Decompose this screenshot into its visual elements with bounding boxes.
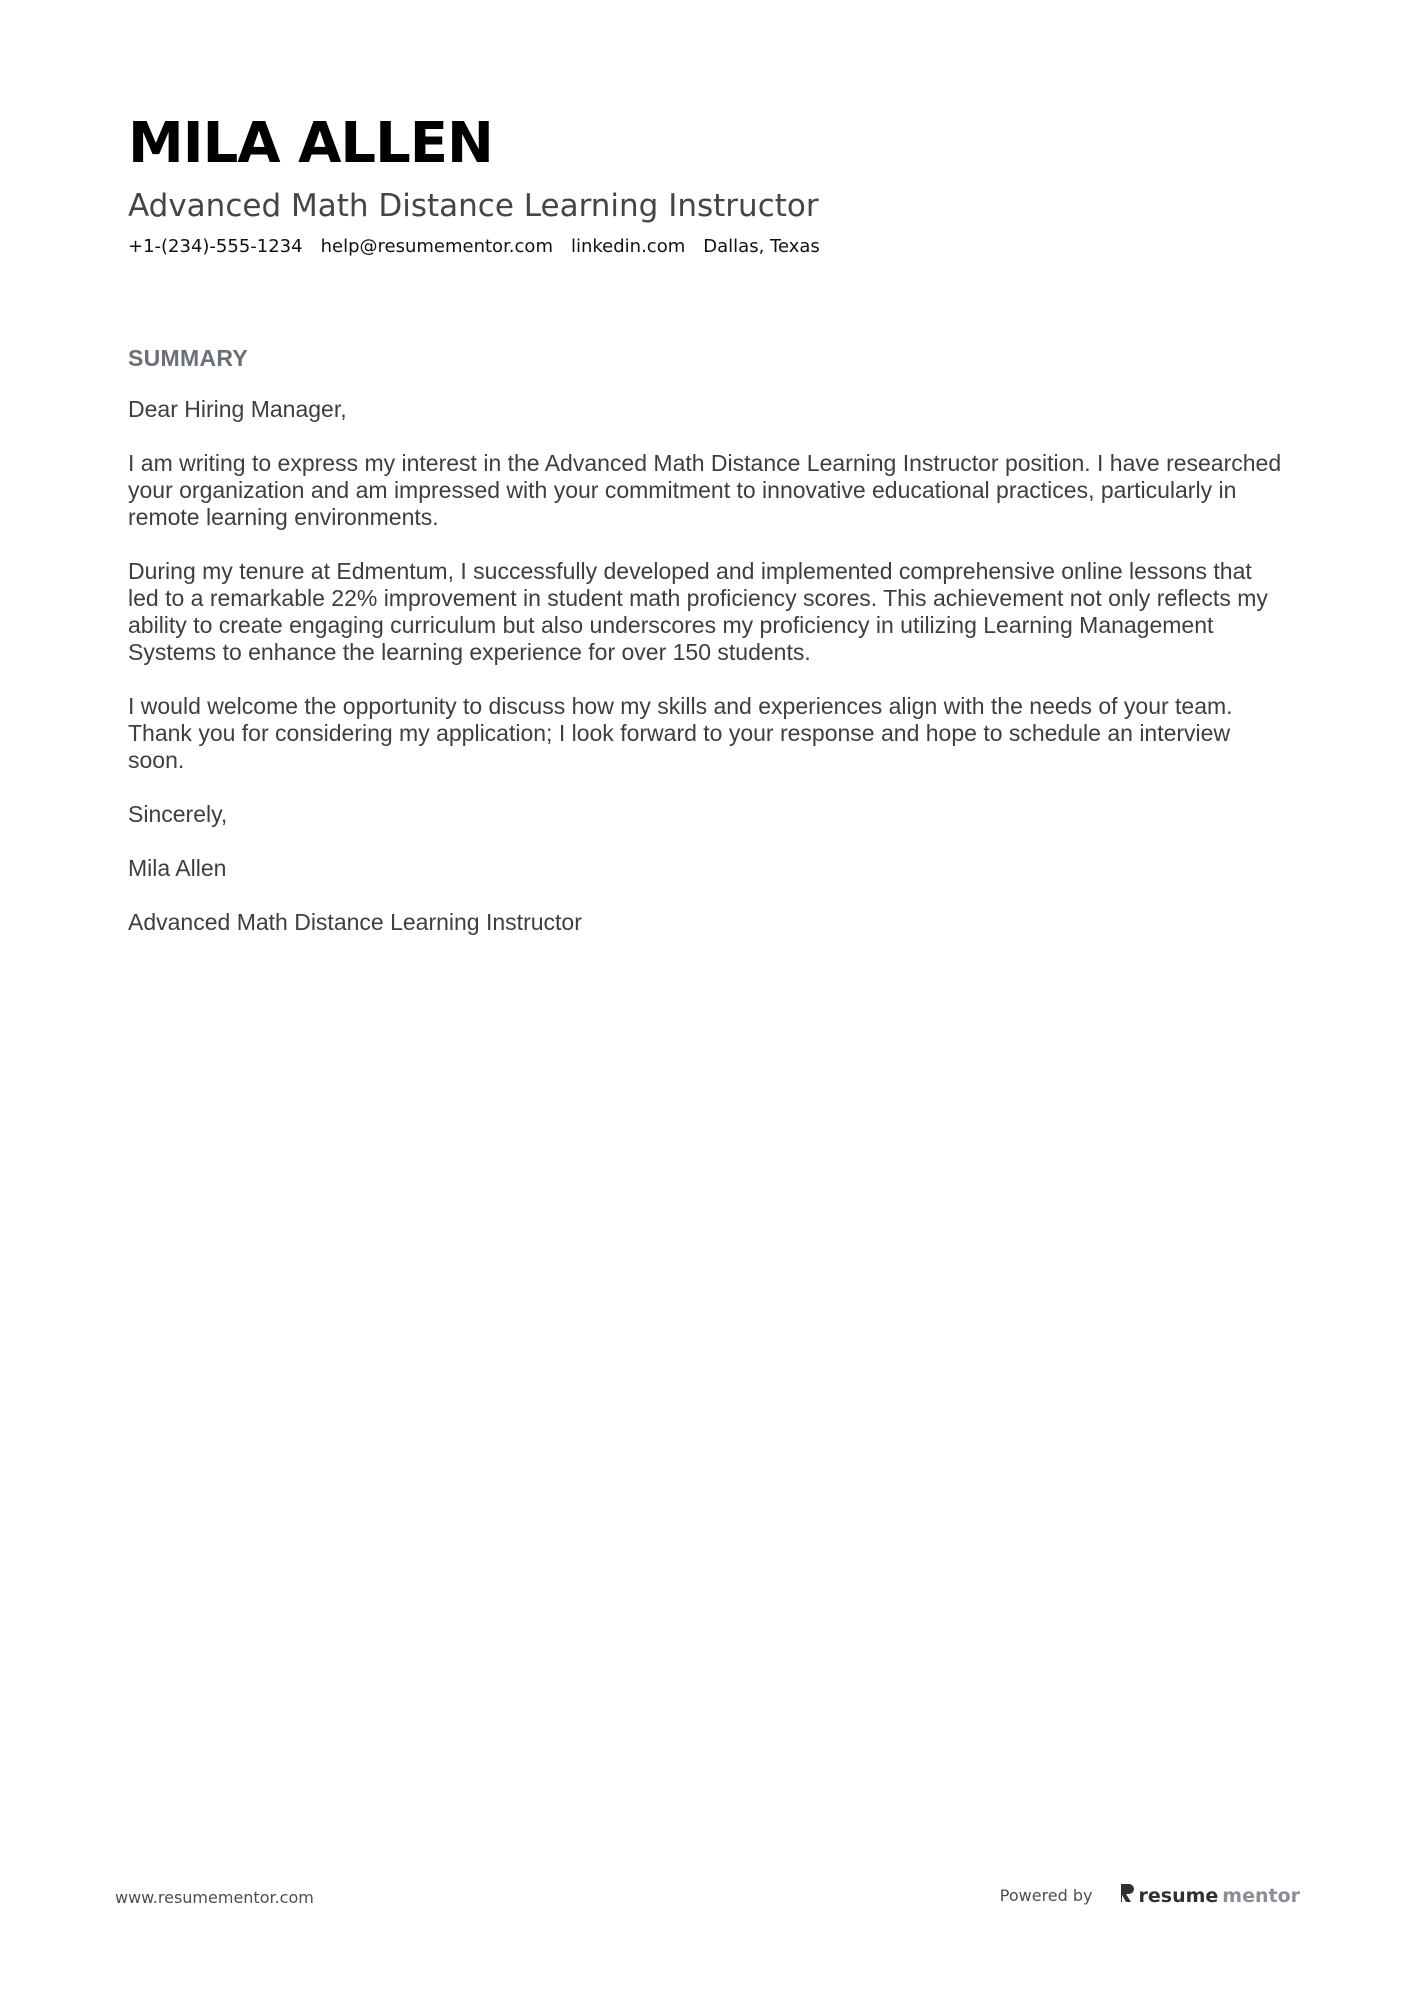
resumementor-logo-icon: [1119, 1883, 1135, 1908]
letter-paragraph: I am writing to express my interest in the Advanced Math Distance Learning Instructor position. I have researched your organization and am impressed with your commitment to innovative educational practices, particularly in remote learning environments.: [128, 450, 1282, 530]
contact-email[interactable]: help@resumementor.com: [320, 236, 553, 257]
letter-body: [128, 396, 1288, 936]
candidate-title: Advanced Math Distance Learning Instructor: [128, 188, 819, 224]
contact-linkedin[interactable]: linkedin.com: [570, 236, 686, 257]
contact-location: Dallas, Texas: [703, 236, 820, 257]
contact-info: [128, 234, 1288, 260]
brand-logo[interactable]: [1119, 1883, 1301, 1908]
cover-letter-page: [128, 112, 1288, 963]
letter-closing: Sincerely,: [128, 801, 228, 827]
letter-paragraph: I would welcome the opportunity to discuss how my skills and experiences align with the needs of your team. Thank you for considering my application; I look forward to your response and hope to schedule an interview soon.: [128, 693, 1233, 773]
letter-paragraph: During my tenure at Edmentum, I successfully developed and implemented comprehensive online lessons that led to a remarkable 22% improvement in student math proficiency scores. This achievement not only reflects my ability to create engaging curriculum but also underscores my proficiency in utilizing Learning Management Systems to enhance the learning experience for over 150 students.: [128, 558, 1268, 665]
brand-name-part1: resume: [1138, 1884, 1219, 1907]
footer-branding: [1000, 1883, 1300, 1908]
powered-by-label: Powered by: [999, 1886, 1093, 1905]
brand-name-part2: mentor: [1222, 1884, 1300, 1907]
letter-greeting: Dear Hiring Manager,: [128, 396, 347, 422]
summary-heading: SUMMARY: [128, 345, 249, 371]
signature-name: Mila Allen: [128, 855, 227, 881]
contact-phone[interactable]: +1-(234)-555-1234: [128, 236, 303, 257]
footer-website[interactable]: www.resumementor.com: [115, 1888, 314, 1907]
candidate-name: MILA ALLEN: [128, 111, 493, 176]
signature-title: Advanced Math Distance Learning Instructor: [128, 909, 582, 935]
